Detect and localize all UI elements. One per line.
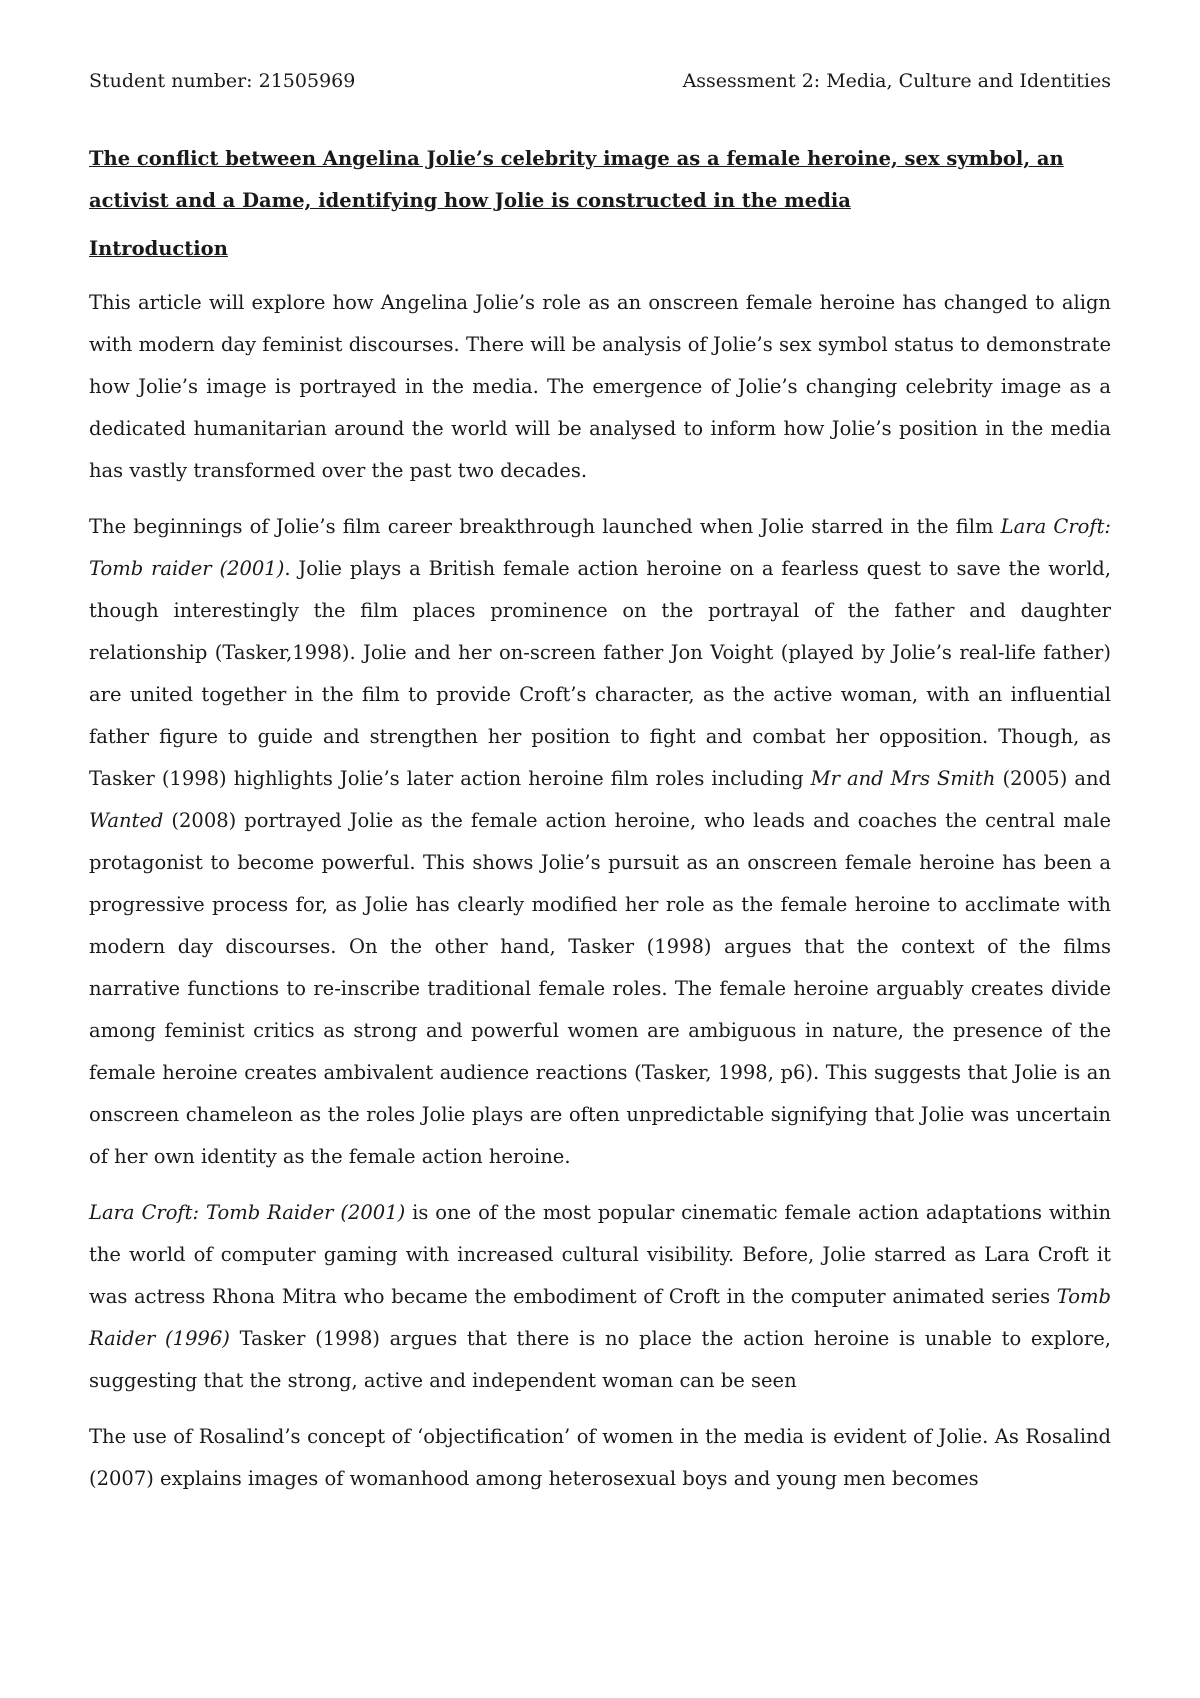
introduction-heading: Introduction: [89, 237, 228, 260]
p3-film-title-lara-croft: Lara Croft: Tomb Raider (2001): [89, 1201, 406, 1224]
paragraph-2: [89, 506, 1111, 1178]
p2-text-g: (2008) portrayed Jolie as the female action heroine, who leads and coaches the central male protagonist to become powerful. This shows Jolie’s pursuit as an onscreen female heroine has been a progressive process for, as Jolie has clearly modified her role as the female heroine to acclimate with modern day discourses. On the other hand, Tasker (1998) argues that the context of the films narrative functions to re-inscribe traditional female roles. The female heroine arguably creates divide among feminist critics as strong and powerful women are ambiguous in nature, the presence of the female heroine creates ambivalent audience reactions (Tasker, 1998, p6). This suggests that Jolie is an onscreen chameleon as the roles Jolie plays are often unpredictable signifying that Jolie was uncertain of her own identity as the female action heroine.: [89, 809, 1111, 1168]
paragraph-3: [89, 1192, 1111, 1402]
p2-text-e: (2005) and: [995, 767, 1112, 790]
p2-film-title-wanted: Wanted: [89, 809, 164, 832]
essay-title: The conflict between Angelina Jolie’s celebrity image as a female heroine, sex symbol, an activist and a Dame, identifying how Jolie is constructed in the media: [89, 147, 1064, 212]
p2-text-c: . Jolie plays a British female action heroine on a fearless quest to save the world, though interestingly the film places prominence on the portrayal of the father and daughter relationship (Tasker,1998). Jolie and her on-screen father Jon Voight (played by Jolie’s real-life father) are united together in the film to provide Croft’s character, as the active woman, with an influential father figure to guide and strengthen her position to fight and combat her opposition. Though, as Tasker (1998) highlights Jolie’s later action heroine film roles including: [89, 557, 1111, 790]
assessment-title: Assessment 2: Media, Culture and Identities: [682, 70, 1111, 92]
p3-series-title-tomb-raider: Tomb Raider (1996): [89, 1285, 1111, 1350]
p3-text-d: Tasker (1998) argues that there is no place the action heroine is unable to explore, suggesting that the strong, active and independent woman can be seen: [89, 1327, 1111, 1392]
paragraph-4: The use of Rosalind’s concept of ‘objectification’ of women in the media is evident of Jolie. As Rosalind (2007) explains images of womanhood among heterosexual boys and young men becomes: [89, 1425, 1111, 1490]
student-number: Student number: 21505969: [89, 70, 356, 92]
paragraph-1: This article will explore how Angelina Jolie’s role as an onscreen female heroine has changed to align with modern day feminist discourses. There will be analysis of Jolie’s sex symbol status to demonstrate how Jolie’s image is portrayed in the media. The emergence of Jolie’s changing celebrity image as a dedicated humanitarian around the world will be analysed to inform how Jolie’s position in the media has vastly transformed over the past two decades.: [89, 291, 1111, 482]
p2-film-title-lara-croft: Lara Croft: Tomb raider (2001): [89, 515, 1112, 580]
page-header: [89, 68, 1111, 94]
p2-text-a: The beginnings of Jolie’s film career breakthrough launched when Jolie starred in the film: [89, 515, 1001, 538]
p2-film-title-mr-mrs-smith: Mr and Mrs Smith: [810, 767, 996, 790]
p3-text-b: is one of the most popular cinematic female action adaptations within the world of computer gaming with increased cultural visibility. Before, Jolie starred as Lara Croft it was actress Rhona Mitra who became the embodiment of Croft in the computer animated series: [89, 1201, 1111, 1308]
document-page: [89, 68, 1111, 1514]
